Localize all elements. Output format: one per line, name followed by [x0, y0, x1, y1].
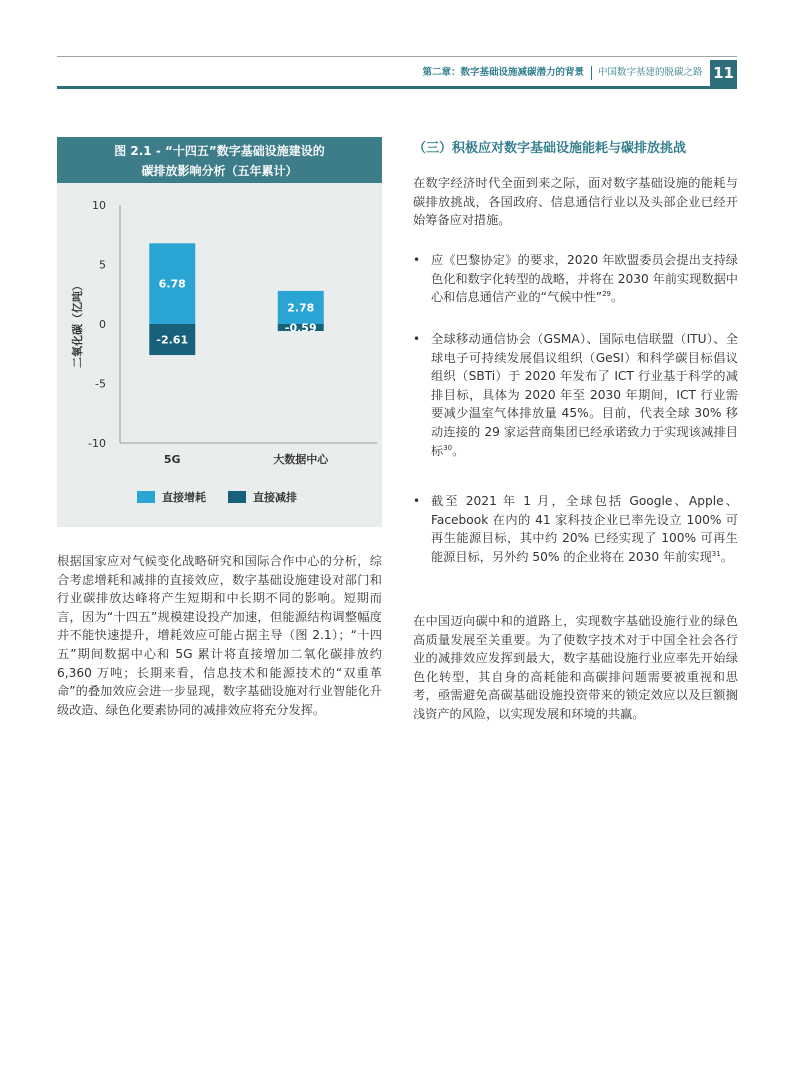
- bullet-end-2: 。: [452, 443, 465, 458]
- bullet-text-3: 截至 2021 年 1 月，全球包括 Google、Apple、Facebook 在内的 41 家科技企业已率先设立 100% 可再生能源目标，其中约 20% 已经实现了 100% 可再生能源目标，另外约 50% 的企业将在 2030 年前实现: [431, 494, 738, 564]
- bullet-item-1: [413, 251, 738, 307]
- closing-paragraph: 在中国迈向碳中和的道路上，实现数字基础设施行业的绿色高质量发展至关重要。为了使数字技术对于中国全社会各行业的减排效应发挥到最大，数字基础设施行业应率先开始绿色化转型，其自身的高耗能和高碳排问题需要被重视和思考，亟需避免高碳基础设施投资带来的锁定效应以及巨额搁浅资产的风险，以实现发展和环境的共赢。: [413, 614, 738, 721]
- data-label: 6.78: [158, 277, 186, 291]
- bullet-end-3: 。: [720, 549, 733, 564]
- y-tick-label: -5: [95, 377, 106, 391]
- y-axis-label: 二氧化碳（亿吨）: [71, 280, 84, 368]
- data-label: -2.61: [156, 333, 189, 347]
- section-heading: （三）积极应对数字基础设施能耗与碳排放挑战: [413, 141, 687, 156]
- header-bottom-rule: [57, 86, 737, 89]
- report-title: 中国数字基建的脱碳之路: [598, 67, 703, 78]
- figure-title: [57, 137, 382, 183]
- figure-title-line-1: 图 2.1 - “十四五”数字基础设施建设的: [114, 144, 325, 158]
- bullet-dot: •: [413, 253, 421, 267]
- legend-item-reduction: [228, 489, 297, 505]
- intro-paragraph: 在数字经济时代全面到来之际，面对数字基础设施的能耗与碳排放挑战，各国政府、信息通信行业以及头部企业已经开始筹备应对措施。: [413, 176, 738, 228]
- figure-panel: [57, 137, 382, 527]
- x-category-label: 大数据中心: [273, 453, 329, 466]
- footnote-ref-31: 31: [711, 549, 721, 558]
- y-tick-label: 5: [99, 258, 106, 272]
- bullet-item-3: [413, 492, 738, 566]
- bullet-text-2: 全球移动通信协会（GSMA）、国际电信联盟（ITU）、全球电子可持续发展倡议组织（GeSI）和科学碳目标倡议组织（SBTi）于 2020 年发布了 ICT 行业基于科学的减排目标，具体为 2020 年至 2030 年期间，ICT 行业需要减少温室气体排放量 45%。目前，代表全球 30% 移动连接的 29 家运营商集团已经承诺致力于实现该减排目标: [431, 332, 738, 458]
- data-label: 2.78: [287, 301, 315, 315]
- legend-swatch-reduction: [228, 491, 246, 503]
- header-separator: [591, 66, 592, 80]
- body-paragraph-left: 根据国家应对气候变化战略研究和国际合作中心的分析，综合考虑增耗和减排的直接效应，数字基础设施建设对部门和行业碳排放达峰将产生短期和中长期不同的影响。短期而言，因为“十四五”规模建设投产加速，但能源结构调整幅度并不能快速提升，增耗效应可能占据主导（图 2.1）；“十四五”期间数据中心和 5G 累计将直接增加二氧化碳排放约 6,360 万吨；长期来看，信息技术和能源技术的“双重革命”的叠加效应会进一步显现，数字基础设施对行业智能化升级改造、绿色化要素协同的减排效应将充分发挥。: [57, 554, 382, 717]
- legend-label-increase: 直接增耗: [162, 491, 206, 504]
- bullet-item-2: [413, 330, 738, 460]
- x-category-label: 5G: [163, 453, 181, 466]
- figure-title-line-2: 碳排放影响分析（五年累计）: [141, 164, 298, 178]
- chart-legend: [137, 489, 297, 505]
- bar-chart: [57, 183, 382, 483]
- y-tick-label: -10: [88, 437, 106, 450]
- bullet-dot: •: [413, 494, 421, 508]
- y-tick-label: 10: [92, 199, 106, 212]
- footnote-ref-30: 30: [443, 443, 453, 452]
- legend-label-reduction: 直接减排: [253, 491, 297, 504]
- bullet-dot: •: [413, 332, 421, 346]
- bullet-end-1: 。: [611, 290, 624, 305]
- page-number: 11: [710, 60, 737, 86]
- legend-swatch-increase: [137, 491, 155, 503]
- chapter-title: 第二章：数字基础设施减碳潜力的背景: [422, 67, 584, 78]
- legend-item-increase: [137, 489, 206, 505]
- bullet-text-1: 应《巴黎协定》的要求，2020 年欧盟委员会提出支持绿色化和数字化转型的战略，并将在 2030 年前实现数据中心和信息通信产业的“气候中性”: [431, 253, 738, 305]
- data-label: -0.59: [284, 321, 317, 335]
- footnote-ref-29: 29: [602, 290, 611, 299]
- y-tick-label: 0: [99, 318, 106, 331]
- header-top-rule: [57, 56, 737, 57]
